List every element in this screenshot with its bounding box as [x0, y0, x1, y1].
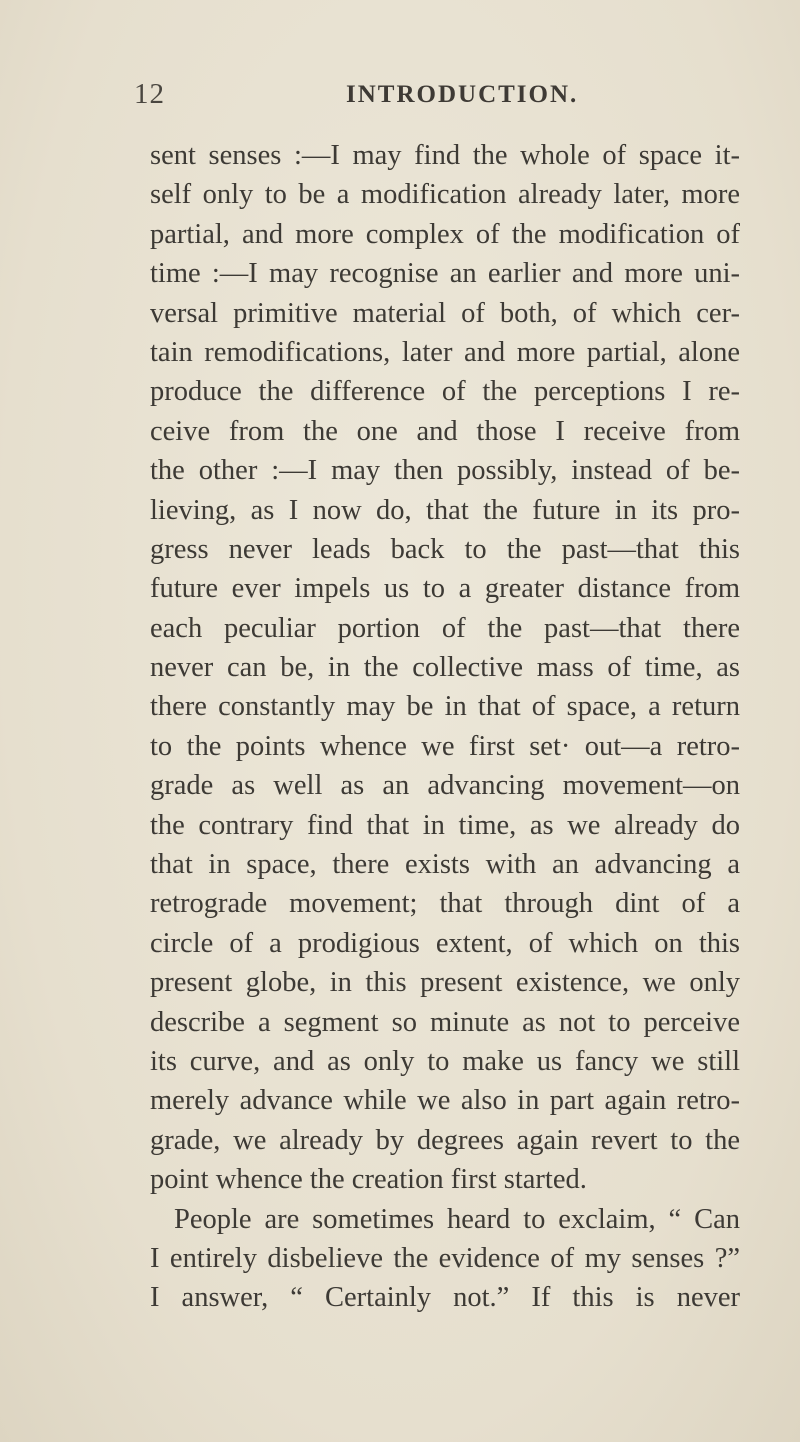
text-line: the contrary find that in time, as we already do	[150, 809, 740, 841]
text-line: partial, and more complex of the modification of	[150, 218, 740, 250]
text-line: I entirely disbelieve the evidence of my senses ?”	[150, 1242, 740, 1274]
text-line: merely advance while we also in part again retro-	[150, 1085, 740, 1117]
text-line: never can be, in the collective mass of time, as	[150, 652, 740, 684]
text-line: each peculiar portion of the past—that there	[150, 612, 740, 644]
text-line: describe a segment so minute as not to perceive	[150, 1006, 740, 1038]
text-line: People are sometimes heard to exclaim, “ Can	[174, 1203, 740, 1235]
text-line: retrograde movement; that through dint of a	[150, 888, 740, 920]
text-line: that in space, there exists with an advancing a	[150, 849, 740, 881]
body-text	[150, 136, 740, 1318]
page-header	[134, 78, 774, 114]
text-line: grade, we already by degrees again revert to the	[150, 1124, 740, 1156]
text-line: the other :—I may then possibly, instead of be-	[150, 455, 740, 487]
page-number: 12	[134, 78, 165, 110]
running-head: INTRODUCTION.	[346, 81, 579, 108]
text-line: tain remodifications, later and more partial, alone	[150, 336, 740, 368]
text-line: time :—I may recognise an earlier and more uni-	[150, 258, 740, 290]
text-line: gress never leads back to the past—that this	[150, 533, 740, 565]
text-line: future ever impels us to a greater distance from	[150, 573, 740, 605]
text-line: ceive from the one and those I receive from	[150, 415, 740, 447]
text-line: circle of a prodigious extent, of which on this	[150, 927, 740, 959]
text-line: self only to be a modification already later, more	[150, 179, 740, 211]
text-line: I answer, “ Certainly not.” If this is never	[150, 1282, 740, 1314]
text-line: point whence the creation first started.	[150, 1164, 587, 1196]
text-line: present globe, in this present existence, we only	[150, 967, 740, 999]
text-line: there constantly may be in that of space, a return	[150, 691, 740, 723]
text-line: produce the difference of the perceptions I re-	[150, 376, 740, 408]
text-line: its curve, and as only to make us fancy we still	[150, 1045, 740, 1077]
text-line: grade as well as an advancing movement—on	[150, 770, 740, 802]
text-line: sent senses :—I may find the whole of space it-	[150, 140, 740, 171]
text-line: versal primitive material of both, of which cer-	[150, 297, 740, 329]
text-line: lieving, as I now do, that the future in its pro-	[150, 494, 740, 526]
text-line: to the points whence we first set· out—a retro-	[150, 730, 740, 762]
